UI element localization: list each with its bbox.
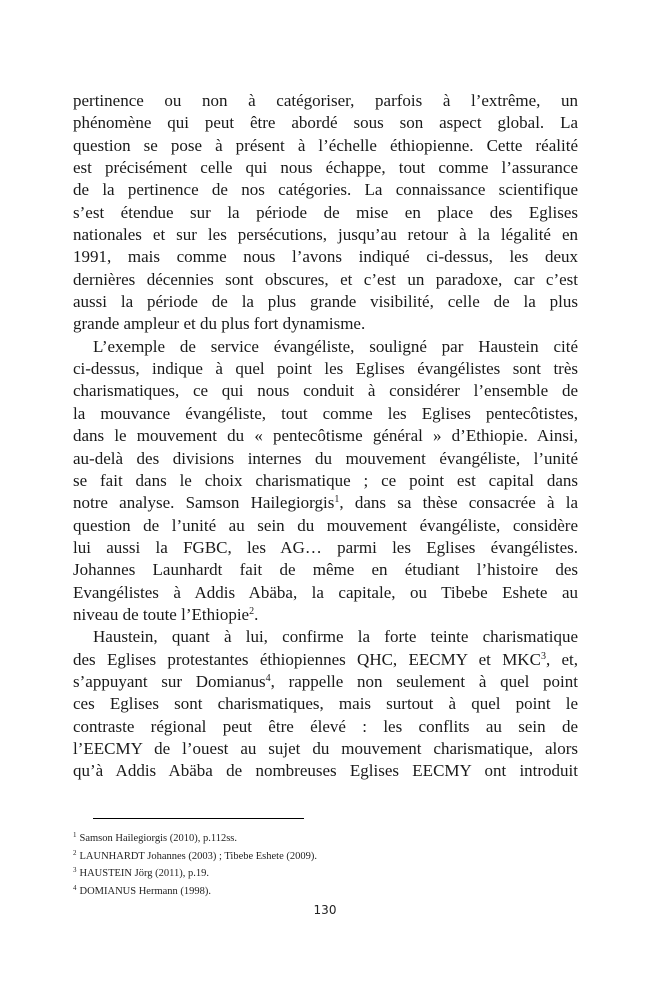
- text-span: qu’à Addis Abäba de nombreuses Eglises EECMY ont introduit: [73, 761, 578, 781]
- footnote-number: 2: [73, 848, 77, 857]
- text-line: [73, 157, 578, 179]
- text-span: , et,: [545, 649, 578, 669]
- text-line: [73, 760, 578, 782]
- footnote: [73, 865, 317, 883]
- text-span: Johannes Launhardt fait de même en étudiant l’histoire des: [73, 560, 578, 580]
- text-span: s’est étendue sur la période de mise en place des Eglises: [73, 202, 578, 222]
- text-span: est précisément celle qui nous échappe, tout comme l’assurance: [73, 158, 578, 178]
- footnote-text: DOMIANUS Hermann (1998).: [79, 885, 212, 897]
- text-line: [73, 716, 578, 738]
- text-line: [73, 738, 578, 760]
- text-line: [73, 135, 578, 157]
- text-span: s’appuyant sur Domianus: [73, 671, 266, 691]
- text-span: dernières décennies sont obscures, et c’est un paradoxe, car c’est: [73, 269, 578, 289]
- text-line: [73, 336, 578, 358]
- text-line: [73, 559, 578, 581]
- text-span: ces Eglises sont charismatiques, mais surtout à quel point le: [73, 694, 578, 714]
- text-line: [73, 112, 578, 134]
- text-span: grande ampleur et du plus fort dynamisme.: [73, 314, 366, 334]
- text-line: [73, 246, 578, 268]
- text-line: [73, 693, 578, 715]
- footnote-reference[interactable]: 4: [265, 672, 271, 684]
- text-line: [73, 470, 578, 492]
- footnote-number: 4: [73, 883, 77, 892]
- text-line: [73, 224, 578, 246]
- text-span: la mouvance évangéliste, tout comme les Eglises pentecôtistes,: [73, 403, 578, 423]
- text-span: , dans sa thèse consacrée à la: [339, 493, 578, 513]
- text-line: [73, 425, 578, 447]
- text-span: lui aussi la FGBC, les AG… parmi les Eglises évangélistes.: [73, 537, 578, 557]
- text-line: [73, 448, 578, 470]
- footnote-reference[interactable]: 3: [540, 650, 546, 662]
- text-span: des Eglises protestantes éthiopiennes QHC, EECMY et MKC: [73, 649, 541, 669]
- footnote-number: 3: [73, 866, 77, 875]
- text-line: [73, 380, 578, 402]
- footnote-separator: [93, 818, 304, 819]
- text-span: niveau de toute l’Ethiopie: [73, 604, 250, 624]
- footnote-text: HAUSTEIN Jörg (2011), p.19.: [79, 868, 209, 880]
- text-span: se fait dans le choix charismatique ; ce point est capital dans: [73, 470, 578, 490]
- text-span: notre analyse. Samson Hailegiorgis: [73, 493, 335, 513]
- text-line: [73, 649, 578, 671]
- text-span: phénomène qui peut être abordé sous son aspect global. La: [73, 113, 578, 133]
- text-line: [73, 403, 578, 425]
- text-span: Haustein, quant à lui, confirme la forte teinte charismatique: [93, 627, 578, 647]
- footnote-number: 1: [73, 831, 77, 839]
- text-line: [73, 604, 578, 626]
- text-line: [73, 90, 578, 112]
- paragraph: [73, 336, 578, 626]
- text-span: Evangélistes à Addis Abäba, la capitale, ou Tibebe Eshete au: [73, 582, 578, 602]
- footnotes: [73, 830, 317, 900]
- text-span: contraste régional peut être élevé : les conflits au sein de: [73, 716, 578, 736]
- text-line: [73, 537, 578, 559]
- text-span: ci-dessus, indique à quel point les Eglises évangélistes sont très: [73, 359, 578, 379]
- text-line: [73, 671, 578, 693]
- text-span: de la pertinence de nos catégories. La connaissance scientifique: [73, 180, 578, 200]
- text-span: 1991, mais comme nous l’avons indiqué ci-dessus, les deux: [73, 247, 578, 267]
- body-text: [73, 90, 578, 783]
- text-span: dans le mouvement du « pentecôtisme général » d’Ethiopie. Ainsi,: [73, 426, 578, 446]
- footnote: [73, 830, 317, 848]
- text-span: .: [254, 604, 259, 624]
- footnote-reference[interactable]: 1: [334, 494, 340, 506]
- text-span: nationales et sur les persécutions, jusqu’au retour à la légalité en: [73, 225, 578, 245]
- text-line: [73, 582, 578, 604]
- text-line: [73, 291, 578, 313]
- footnote-text: Samson Hailegiorgis (2010), p.112ss.: [79, 833, 237, 844]
- text-line: [73, 202, 578, 224]
- text-line: [73, 313, 578, 335]
- text-span: question de l’unité au sein du mouvement évangéliste, considère: [73, 515, 578, 535]
- text-line: [73, 492, 578, 514]
- text-span: pertinence ou non à catégoriser, parfois à l’extrême, un: [73, 91, 578, 110]
- text-line: [73, 179, 578, 201]
- footnote-text: LAUNHARDT Johannes (2003) ; Tibebe Eshete (2009).: [79, 850, 317, 862]
- footnote: [73, 848, 317, 866]
- footnote: [73, 883, 317, 901]
- text-span: , rappelle non seulement à quel point: [270, 671, 578, 691]
- page-number: 130: [313, 903, 337, 917]
- text-span: l’EECMY de l’ouest au sujet du mouvement charismatique, alors: [73, 738, 578, 758]
- paragraph: [73, 626, 578, 782]
- footnote-reference[interactable]: 2: [249, 605, 255, 617]
- text-line: [73, 358, 578, 380]
- text-span: charismatiques, ce qui nous conduit à considérer l’ensemble de: [73, 381, 578, 401]
- text-line: [73, 269, 578, 291]
- text-span: aussi la période de la plus grande visibilité, celle de la plus: [73, 292, 578, 312]
- text-span: question se pose à présent à l’échelle éthiopienne. Cette réalité: [73, 135, 578, 155]
- text-span: au-delà des divisions internes du mouvement évangéliste, l’unité: [73, 448, 578, 468]
- paragraph: [73, 90, 578, 336]
- text-span: L’exemple de service évangéliste, souligné par Haustein cité: [93, 336, 578, 356]
- text-line: [73, 515, 578, 537]
- text-line: [73, 626, 578, 648]
